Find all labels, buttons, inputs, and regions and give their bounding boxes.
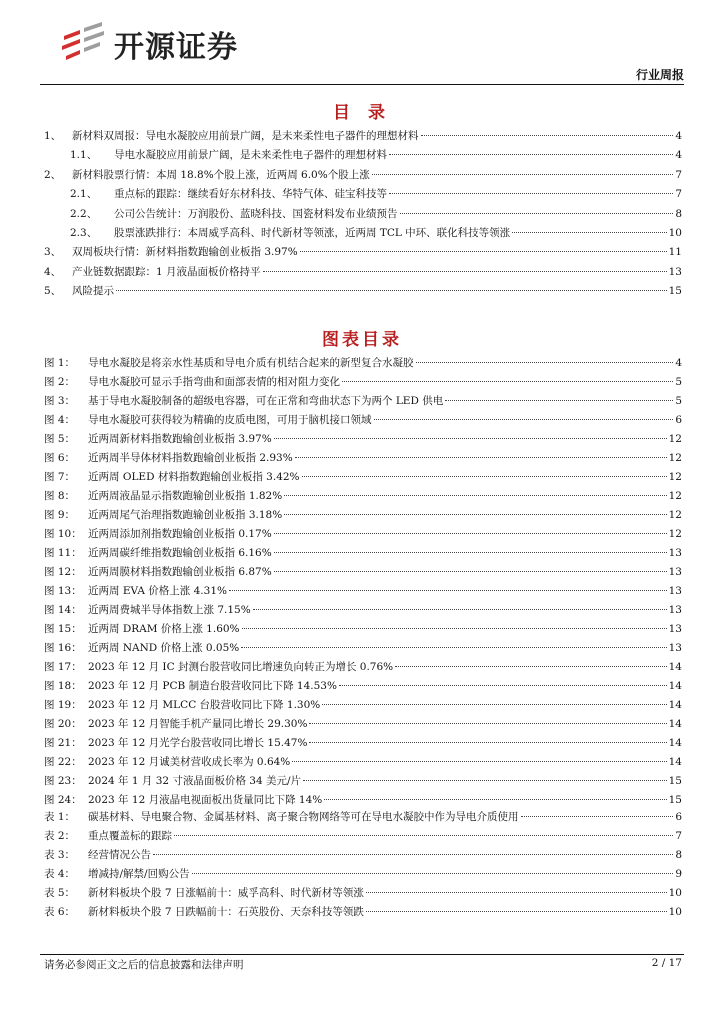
dot-leader bbox=[242, 627, 667, 629]
figure-entry-num: 图 7： bbox=[44, 471, 76, 483]
figure-entry[interactable] bbox=[44, 772, 682, 791]
dot-leader bbox=[274, 570, 667, 572]
figure-entry[interactable] bbox=[44, 620, 682, 639]
figure-entry-label: 2023 年 12 月 PCB 制造台股营收同比下降 14.53% bbox=[88, 680, 337, 692]
figure-entry-num: 图 8： bbox=[44, 490, 76, 502]
table-entry[interactable] bbox=[44, 846, 682, 865]
toc-entry-page: 4 bbox=[675, 149, 682, 162]
toc-entry-page: 7 bbox=[675, 188, 682, 201]
figure-entry-num: 图 10： bbox=[44, 528, 82, 540]
figure-entry-label: 近两周 EVA 价格上涨 4.31% bbox=[88, 585, 227, 597]
dot-leader bbox=[229, 589, 667, 591]
figure-entry[interactable] bbox=[44, 753, 682, 772]
dot-leader bbox=[274, 532, 667, 534]
toc-title: 目 录 bbox=[333, 103, 391, 123]
figure-entry[interactable] bbox=[44, 468, 682, 487]
dot-leader bbox=[342, 380, 673, 382]
figure-entry-label: 近两周费城半导体指数上涨 7.15% bbox=[88, 604, 251, 616]
figure-entry-num: 图 12： bbox=[44, 566, 82, 578]
figure-entry-label: 近两周新材料指数跑输创业板指 3.97% bbox=[88, 433, 272, 445]
figure-entry-page: 13 bbox=[668, 604, 682, 616]
figure-entry-label: 近两周碳纤维指数跑输创业板指 6.16% bbox=[88, 547, 272, 559]
dot-leader bbox=[116, 289, 667, 291]
figure-entry-label: 近两周膜材料指数跑输创业板指 6.87% bbox=[88, 566, 272, 578]
toc-entry-num: 1、 bbox=[44, 130, 62, 142]
table-entry[interactable] bbox=[44, 808, 682, 827]
toc-entry[interactable] bbox=[44, 224, 682, 243]
figure-entry[interactable] bbox=[44, 734, 682, 753]
toc-entry[interactable] bbox=[44, 146, 682, 165]
toc-entry[interactable] bbox=[44, 263, 682, 282]
dot-leader bbox=[395, 665, 666, 667]
figure-entry-page: 5 bbox=[675, 395, 682, 407]
toc-entry-label: 新材料股票行情：本周 18.8%个股上涨，近两周 6.0%个股上涨 bbox=[72, 168, 370, 181]
figure-entry-num: 图 15： bbox=[44, 623, 82, 635]
figure-entry-num: 图 6： bbox=[44, 452, 76, 464]
dot-leader bbox=[322, 703, 666, 705]
dot-leader bbox=[284, 494, 666, 496]
figure-entry-label: 2023 年 12 月诚美材营收成长率为 0.64% bbox=[88, 756, 291, 768]
figure-entry-num: 图 18： bbox=[44, 680, 82, 692]
figure-entry-num: 图 23： bbox=[44, 775, 82, 787]
figure-entry[interactable] bbox=[44, 487, 682, 506]
toc-entry-label: 双周板块行情：新材料指数跑输创业板指 3.97% bbox=[72, 246, 298, 259]
figure-entry-num: 图 9： bbox=[44, 509, 76, 521]
toc-entry-page: 13 bbox=[668, 265, 682, 278]
figure-entry[interactable] bbox=[44, 715, 682, 734]
figure-entry[interactable] bbox=[44, 544, 682, 563]
figure-entry-num: 图 3： bbox=[44, 395, 76, 407]
toc-entry-label: 公司公告统计：万润股份、蓝晓科技、国瓷材料发布业绩预告 bbox=[114, 207, 398, 220]
figure-entry-page: 12 bbox=[668, 452, 682, 464]
figure-entry-label: 2023 年 12 月 IC 封测台股营收同比增速负向转正为增长 0.76% bbox=[88, 661, 394, 673]
figure-entry-num: 图 16： bbox=[44, 642, 82, 654]
table-entry-num: 表 1： bbox=[44, 811, 76, 823]
figure-entry-page: 13 bbox=[668, 566, 682, 578]
dot-leader bbox=[263, 270, 667, 272]
dot-leader bbox=[339, 684, 667, 686]
toc-entry[interactable] bbox=[44, 166, 682, 185]
toc-entry-page: 8 bbox=[675, 207, 682, 220]
figure-entry-num: 图 2： bbox=[44, 376, 76, 388]
toc-entry-label: 产业链数据跟踪：1 月液晶面板价格持平 bbox=[72, 265, 261, 278]
figure-entry[interactable] bbox=[44, 639, 682, 658]
dot-leader bbox=[512, 231, 666, 233]
toc-entry-num: 3、 bbox=[44, 246, 62, 259]
table-entry-page: 10 bbox=[668, 906, 682, 918]
figure-entry-label: 导电水凝胶可显示手指弯曲和面部表情的相对阻力变化 bbox=[88, 376, 340, 388]
figure-entry-num: 图 22： bbox=[44, 756, 82, 768]
figure-entry-num: 图 21： bbox=[44, 737, 82, 749]
dot-leader bbox=[309, 741, 666, 743]
figures-title: 图表目录 bbox=[322, 330, 402, 350]
figure-entry-page: 14 bbox=[668, 680, 682, 692]
figure-entry-label: 近两周 NAND 价格上涨 0.05% bbox=[88, 642, 240, 654]
table-entry-label: 增减持/解禁/回购公告 bbox=[88, 868, 190, 880]
toc-entry[interactable] bbox=[44, 205, 682, 224]
table-entry-num: 表 6： bbox=[44, 906, 76, 918]
dot-leader bbox=[366, 910, 667, 912]
table-entry[interactable] bbox=[44, 865, 682, 884]
dot-leader bbox=[292, 760, 666, 762]
figure-entry-label: 2023 年 12 月光学台股营收同比增长 15.47% bbox=[88, 737, 308, 749]
logo-text: 开源证券 bbox=[114, 30, 238, 65]
figure-entry-num: 图 1： bbox=[44, 357, 76, 369]
table-entry-label: 新材料板块个股 7 日涨幅前十：威孚高科、时代新材等领涨 bbox=[88, 887, 364, 899]
toc-entry-page: 4 bbox=[675, 130, 682, 142]
figure-entry-label: 导电水凝胶是将亲水性基质和导电介质有机结合起来的新型复合水凝胶 bbox=[88, 357, 414, 369]
figure-entry-num: 图 19： bbox=[44, 699, 82, 711]
figure-entry-page: 6 bbox=[675, 414, 682, 426]
toc-entry-num: 4、 bbox=[44, 265, 62, 278]
figure-list bbox=[44, 354, 682, 810]
table-entry-page: 6 bbox=[675, 811, 682, 823]
table-entry-page: 10 bbox=[668, 887, 682, 899]
table-entry-num: 表 5： bbox=[44, 887, 76, 899]
figure-entry[interactable] bbox=[44, 525, 682, 544]
dot-leader bbox=[372, 173, 674, 175]
figure-entry-num: 图 4： bbox=[44, 414, 76, 426]
table-entry-page: 7 bbox=[675, 830, 682, 842]
dot-leader bbox=[192, 872, 674, 874]
dot-leader bbox=[295, 456, 667, 458]
header-divider bbox=[40, 84, 684, 85]
figure-entry[interactable] bbox=[44, 677, 682, 696]
toc-entry-label: 风险提示 bbox=[72, 285, 114, 298]
toc-entry-num: 5、 bbox=[44, 285, 62, 298]
figure-entry-page: 13 bbox=[668, 642, 682, 654]
figure-entry[interactable] bbox=[44, 354, 682, 373]
dot-leader bbox=[300, 250, 667, 252]
toc-entry-label: 重点标的跟踪：继续看好东材科技、华特气体、硅宝科技等 bbox=[114, 188, 387, 201]
figure-entry-page: 15 bbox=[668, 775, 682, 787]
figure-entry-page: 13 bbox=[668, 547, 682, 559]
figure-entry-label: 2023 年 12 月智能手机产量同比增长 29.30% bbox=[88, 718, 308, 730]
dot-leader bbox=[274, 437, 667, 439]
kaiyuan-logo-icon bbox=[58, 22, 110, 66]
dot-leader bbox=[309, 722, 666, 724]
figure-entry[interactable] bbox=[44, 449, 682, 468]
dot-leader bbox=[253, 608, 667, 610]
figure-entry-page: 14 bbox=[668, 718, 682, 730]
figure-entry[interactable] bbox=[44, 373, 682, 392]
figure-entry-num: 图 24： bbox=[44, 794, 82, 806]
figure-entry-label: 2023 年 12 月 MLCC 台股营收同比下降 1.30% bbox=[88, 699, 321, 711]
dot-leader bbox=[389, 192, 673, 194]
dot-leader bbox=[421, 134, 674, 136]
table-entry-page: 9 bbox=[675, 868, 682, 880]
figure-entry[interactable] bbox=[44, 506, 682, 525]
figure-entry-page: 12 bbox=[668, 490, 682, 502]
toc-entry-num: 2、 bbox=[44, 168, 62, 181]
dot-leader bbox=[366, 891, 667, 893]
footer-disclaimer: 请务必参阅正文之后的信息披露和法律声明 bbox=[44, 959, 244, 971]
dot-leader bbox=[389, 153, 673, 155]
table-entry-num: 表 4： bbox=[44, 868, 76, 880]
table-entry-label: 经营情况公告 bbox=[88, 849, 151, 861]
figure-entry-page: 14 bbox=[668, 699, 682, 711]
toc-entry[interactable] bbox=[44, 243, 682, 262]
figure-entry-num: 图 17： bbox=[44, 661, 82, 673]
figure-entry-page: 14 bbox=[668, 661, 682, 673]
figure-entry-label: 近两周 OLED 材料指数跑输创业板指 3.42% bbox=[88, 471, 300, 483]
toc-entry-label: 股票涨跌排行：本周威孚高科、时代新材等领涨，近两周 TCL 中环、联化科技等领涨 bbox=[114, 226, 511, 239]
report-type-tag: 行业周报 bbox=[635, 68, 684, 82]
toc-entry-num: 2.3、 bbox=[70, 226, 98, 239]
figure-entry-page: 12 bbox=[668, 471, 682, 483]
figure-entry[interactable] bbox=[44, 563, 682, 582]
toc-entry-page: 10 bbox=[668, 226, 682, 239]
table-entry[interactable] bbox=[44, 884, 682, 903]
figure-entry[interactable] bbox=[44, 601, 682, 620]
toc-entry-page: 11 bbox=[668, 246, 682, 259]
figure-entry-num: 图 14： bbox=[44, 604, 82, 616]
table-entry-num: 表 2： bbox=[44, 830, 76, 842]
figure-entry[interactable] bbox=[44, 582, 682, 601]
figure-entry[interactable] bbox=[44, 411, 682, 430]
toc-entry[interactable] bbox=[44, 185, 682, 204]
toc-entry-label: 导电水凝胶应用前景广阔，是未来柔性电子器件的理想材料 bbox=[114, 149, 387, 162]
figure-entry-page: 12 bbox=[668, 528, 682, 540]
figure-entry-page: 12 bbox=[668, 433, 682, 445]
dot-leader bbox=[416, 361, 674, 363]
figure-entry-num: 图 11： bbox=[44, 547, 82, 559]
toc-entry-page: 15 bbox=[668, 285, 682, 298]
table-entry[interactable] bbox=[44, 827, 682, 846]
table-entry[interactable] bbox=[44, 903, 682, 922]
company-logo bbox=[58, 22, 238, 66]
toc-entry-page: 7 bbox=[675, 168, 682, 181]
dot-leader bbox=[445, 399, 673, 401]
table-entry-label: 重点覆盖标的跟踪 bbox=[88, 830, 172, 842]
figure-entry-num: 图 13： bbox=[44, 585, 82, 597]
figure-entry-num: 图 5： bbox=[44, 433, 76, 445]
table-entry-label: 碳基材料、导电聚合物、金属基材料、离子聚合物网络等可在导电水凝胶中作为导电介质使用 bbox=[88, 811, 519, 823]
figure-entry-page: 13 bbox=[668, 585, 682, 597]
figure-entry-page: 14 bbox=[668, 737, 682, 749]
table-list bbox=[44, 808, 682, 922]
figure-entry[interactable] bbox=[44, 696, 682, 715]
figure-entry-label: 近两周液晶显示指数跑输创业板指 1.82% bbox=[88, 490, 283, 502]
dot-leader bbox=[284, 513, 666, 515]
toc-entry-num: 2.2、 bbox=[70, 207, 98, 220]
toc-entry-label: 新材料双周报：导电水凝胶应用前景广阔，是未来柔性电子器件的理想材料 bbox=[72, 130, 419, 142]
figure-entry-page: 15 bbox=[668, 794, 682, 806]
figure-entry-label: 2024 年 1 月 32 寸液晶面板价格 34 美元/片 bbox=[88, 775, 302, 787]
figure-entry-page: 5 bbox=[675, 376, 682, 388]
dot-leader bbox=[302, 475, 667, 477]
figure-entry-num: 图 20： bbox=[44, 718, 82, 730]
toc-entry[interactable] bbox=[44, 127, 682, 146]
figure-entry[interactable] bbox=[44, 430, 682, 449]
table-entry-page: 8 bbox=[675, 849, 682, 861]
figure-entry-page: 14 bbox=[668, 756, 682, 768]
figure-entry[interactable] bbox=[44, 392, 682, 411]
page-indicator: 2 / 17 bbox=[651, 957, 682, 969]
footer-divider bbox=[40, 954, 684, 955]
figure-entry-label: 近两周添加剂指数跑输创业板指 0.17% bbox=[88, 528, 272, 540]
dot-leader bbox=[400, 212, 674, 214]
toc-entry[interactable] bbox=[44, 282, 682, 301]
table-entry-label: 新材料板块个股 7 日跌幅前十：石英股份、天奈科技等领跌 bbox=[88, 906, 364, 918]
dot-leader bbox=[303, 779, 667, 781]
figure-entry-label: 近两周尾气治理指数跑输创业板指 3.18% bbox=[88, 509, 283, 521]
dot-leader bbox=[241, 646, 666, 648]
dot-leader bbox=[324, 798, 666, 800]
figure-entry-label: 导电水凝胶可获得较为精确的皮质电图，可用于脑机接口领域 bbox=[88, 414, 372, 426]
figure-entry-label: 近两周半导体材料指数跑输创业板指 2.93% bbox=[88, 452, 293, 464]
toc-list bbox=[44, 127, 682, 302]
figure-entry-label: 基于导电水凝胶制备的超级电容器，可在正常和弯曲状态下为两个 LED 供电 bbox=[88, 395, 444, 407]
toc-entry-num: 2.1、 bbox=[70, 188, 98, 201]
figure-entry-label: 近两周 DRAM 价格上涨 1.60% bbox=[88, 623, 240, 635]
toc-entry-num: 1.1、 bbox=[70, 149, 98, 162]
dot-leader bbox=[174, 834, 673, 836]
figure-entry-page: 4 bbox=[675, 357, 682, 369]
dot-leader bbox=[521, 815, 674, 817]
figure-entry[interactable] bbox=[44, 658, 682, 677]
table-entry-num: 表 3： bbox=[44, 849, 76, 861]
dot-leader bbox=[274, 551, 667, 553]
figure-entry-page: 13 bbox=[668, 623, 682, 635]
figure-entry-page: 12 bbox=[668, 509, 682, 521]
dot-leader bbox=[374, 418, 674, 420]
dot-leader bbox=[153, 853, 673, 855]
figure-entry-label: 2023 年 12 月液晶电视面板出货量同比下降 14% bbox=[88, 794, 323, 806]
